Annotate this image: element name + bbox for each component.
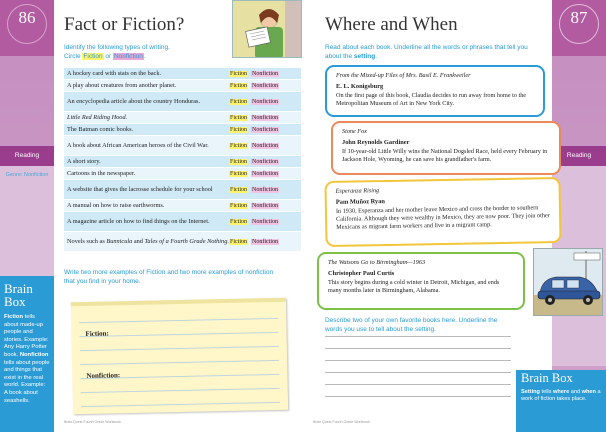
fact-fiction-instructions (64, 43, 224, 61)
page-number: 86 (18, 8, 36, 27)
table-row (64, 92, 301, 112)
term-nonfiction: Nonfiction (19, 351, 49, 358)
writing-line[interactable] (325, 384, 511, 385)
fiction-choice[interactable]: Fiction (230, 142, 248, 149)
choice-group (229, 71, 301, 77)
fiction-choice[interactable]: Fiction (230, 126, 248, 133)
fiction-choice[interactable]: Fiction (230, 82, 248, 89)
term-where: where (553, 389, 570, 395)
row-text-part: Novels such as (67, 238, 107, 245)
table-row (64, 80, 301, 92)
fiction-choice[interactable]: Fiction (230, 170, 248, 177)
notepad-line (79, 318, 278, 323)
nonfiction-choice[interactable]: Nonfiction (252, 82, 279, 89)
instruction-end: . (143, 53, 146, 60)
book-author: E. L. Konigsburg (336, 83, 384, 90)
page-footer: Brain Quest Fourth Grade Workbook (64, 420, 121, 424)
choice-group (229, 187, 301, 193)
book-author: Christopher Paul Curtis (328, 270, 395, 277)
page-footer: Brain Quest Fourth Grade Workbook (313, 420, 370, 424)
subject-label: Reading (552, 146, 606, 166)
term-fiction: Fiction (4, 314, 23, 320)
row-text: A book about African American heroes of the Civil War. (67, 142, 209, 149)
where-when-instructions (325, 43, 545, 61)
fiction-definition: tells about made-up people and stories. Example: Any Harry Potter book. (4, 314, 49, 358)
left-side-strip (0, 0, 54, 432)
brain-box-text (521, 389, 601, 403)
girl-reading-illustration (232, 0, 302, 58)
book-card (317, 252, 525, 310)
right-page (303, 0, 606, 432)
brain-box-part: tells (539, 389, 554, 395)
book-title: The Watsons Go to Birmingham—1963 (328, 259, 426, 266)
term-when: when (581, 389, 596, 395)
table-row (64, 124, 301, 136)
writing-line[interactable] (325, 396, 511, 397)
term-setting: Setting (521, 389, 540, 395)
page-title: Fact or Fiction? (64, 14, 185, 35)
row-text: A hockey card with stats on the back. (67, 70, 162, 77)
page-title: Where and When (325, 14, 458, 35)
row-text: Cartoons in the newspaper. (67, 170, 136, 177)
choice-group (229, 83, 301, 89)
nonfiction-definition: tells about people and things that exist in the real world. Example: A book about seashells. (4, 359, 50, 404)
table-row (64, 112, 301, 124)
book-author: John Reynolds Gardiner (342, 139, 410, 146)
fiction-answer-label: Fiction: (85, 329, 109, 338)
writing-lines (325, 336, 511, 408)
table-row (64, 200, 301, 212)
instruction-end: . (375, 53, 378, 60)
choice-group (229, 203, 301, 209)
fiction-choice[interactable]: Fiction (230, 202, 248, 209)
nonfiction-choice[interactable]: Nonfiction (252, 98, 279, 105)
table-row (64, 168, 301, 180)
car-illustration (533, 248, 603, 316)
notepad-line (80, 332, 279, 337)
choice-group (229, 159, 301, 165)
book-title: Esperanza Rising (335, 187, 380, 195)
fiction-choice[interactable]: Fiction (230, 186, 248, 193)
notepad-line (80, 346, 279, 351)
writing-line[interactable] (325, 348, 511, 349)
nonfiction-choice[interactable]: Nonfiction (252, 218, 279, 225)
brain-box-part: and (569, 389, 582, 395)
book-card (324, 177, 561, 247)
side-band (0, 166, 54, 276)
table-row (64, 212, 301, 232)
brain-box-title: Brain Box (4, 281, 33, 309)
choice-group (229, 143, 301, 149)
choice-group (229, 239, 301, 245)
describe-prompt: Describe two of your own favorite books here. Underline the words you use to tell about the setting. (325, 317, 498, 333)
nonfiction-choice[interactable]: Nonfiction (252, 170, 279, 177)
book-title: From the Mixed-up Files of Mrs. Basil E. Frankweiler (336, 72, 471, 79)
row-text (64, 238, 229, 245)
row-text: The Batman comic books. (67, 126, 134, 133)
instruction-nonfiction: Nonfiction (113, 53, 143, 60)
notepad-answer-area (71, 298, 288, 414)
notepad-line (81, 402, 280, 407)
fiction-choice[interactable]: Fiction (230, 218, 248, 225)
brain-box-part: a work of fiction takes place. (521, 389, 601, 402)
nonfiction-answer-label: Nonfiction: (86, 371, 121, 380)
instruction-mid: or (103, 53, 113, 60)
writing-line[interactable] (325, 336, 511, 337)
write-prompt: Write two more examples of Fiction and two more examples of nonfiction that you find in your home. (64, 269, 274, 285)
brain-box-title: Brain Box (521, 371, 573, 385)
instruction-fiction: Fiction (83, 53, 103, 60)
table-row (64, 232, 301, 252)
choice-group (229, 171, 301, 177)
fiction-choice[interactable]: Fiction (230, 70, 248, 77)
fiction-choice[interactable]: Fiction (230, 238, 248, 245)
row-italic-text: Little Red Riding Hood. (67, 114, 128, 121)
table-row (64, 68, 301, 80)
row-text (64, 114, 229, 121)
brain-box-text (4, 314, 50, 405)
book-title: Stone Fox (342, 128, 367, 135)
row-text: A magazine article on how to find things on the Internet. (67, 218, 210, 225)
book-card (325, 65, 545, 117)
choice-group (229, 115, 301, 121)
nonfiction-choice[interactable]: Nonfiction (252, 238, 279, 245)
instruction-term: setting (353, 53, 376, 60)
nonfiction-choice[interactable]: Nonfiction (252, 158, 279, 165)
row-text: A short story. (67, 158, 101, 165)
row-text: A manual on how to raise earthworms. (67, 202, 165, 209)
row-text-part: and (132, 238, 145, 245)
writing-line[interactable] (325, 372, 511, 373)
row-italic-text: Tales of a Fourth Grade Nothing (144, 238, 228, 245)
instruction-pre: Circle (64, 53, 83, 60)
fiction-choice[interactable]: Fiction (230, 98, 248, 105)
nonfiction-choice[interactable]: Nonfiction (252, 114, 279, 121)
fact-fiction-table (64, 68, 301, 252)
side-genre-label: Genre: Nonfiction (5, 172, 49, 178)
book-description: If 10-year-old Little Willy wins the National Dogsled Race, held every February in Jackson Hole, Wyoming, he can save his grandfather's farm. (342, 148, 548, 163)
row-italic-text: Bunnicula (106, 238, 133, 245)
page-number: 87 (570, 8, 588, 27)
notepad-line (81, 388, 280, 393)
brain-box (516, 370, 606, 432)
instruction-text: Read about each book. Underline all the words or phrases that tell you about the (325, 44, 528, 60)
choice-group (229, 219, 301, 225)
nonfiction-choice[interactable]: Nonfiction (252, 186, 279, 193)
nonfiction-choice[interactable]: Nonfiction (252, 202, 279, 209)
row-text: A play about creatures from another planet. (67, 82, 177, 89)
nonfiction-choice[interactable]: Nonfiction (252, 142, 279, 149)
table-row (64, 156, 301, 168)
book-card (331, 121, 561, 175)
brain-box (0, 276, 54, 432)
fiction-choice[interactable]: Fiction (230, 158, 248, 165)
choice-group (229, 127, 301, 133)
table-row (64, 180, 301, 200)
writing-line[interactable] (325, 360, 511, 361)
nonfiction-choice[interactable]: Nonfiction (252, 126, 279, 133)
book-description: This story begins during a cold winter in Detroit, Michigan, and ends many months later in Birmingham, Alabama. (328, 279, 500, 294)
fiction-choice[interactable]: Fiction (230, 114, 248, 121)
choice-group (229, 99, 301, 105)
book-description: In 1930, Esperanza and her mother leave Mexico and cross the border to southern California. Although they were wealthy in Mexico, they are now poor. They join other Mexicans as migrant farm workers and live in a migrant camp. (335, 204, 550, 231)
notepad-line (80, 360, 279, 365)
table-row (64, 136, 301, 156)
row-text: An encyclopedia article about the country Honduras. (67, 98, 201, 105)
instruction-line: Identify the following types of writing. (64, 44, 170, 51)
book-description: On the first page of this book, Claudia decides to run away from home to the Metropolitan Museum of Art in New York City. (336, 92, 527, 107)
row-text: A website that gives the lacrosse schedule for your school (67, 186, 213, 193)
nonfiction-choice[interactable]: Nonfiction (252, 70, 279, 77)
subject-label: Reading (0, 146, 54, 166)
book-author: Pam Muñoz Ryan (335, 198, 385, 206)
